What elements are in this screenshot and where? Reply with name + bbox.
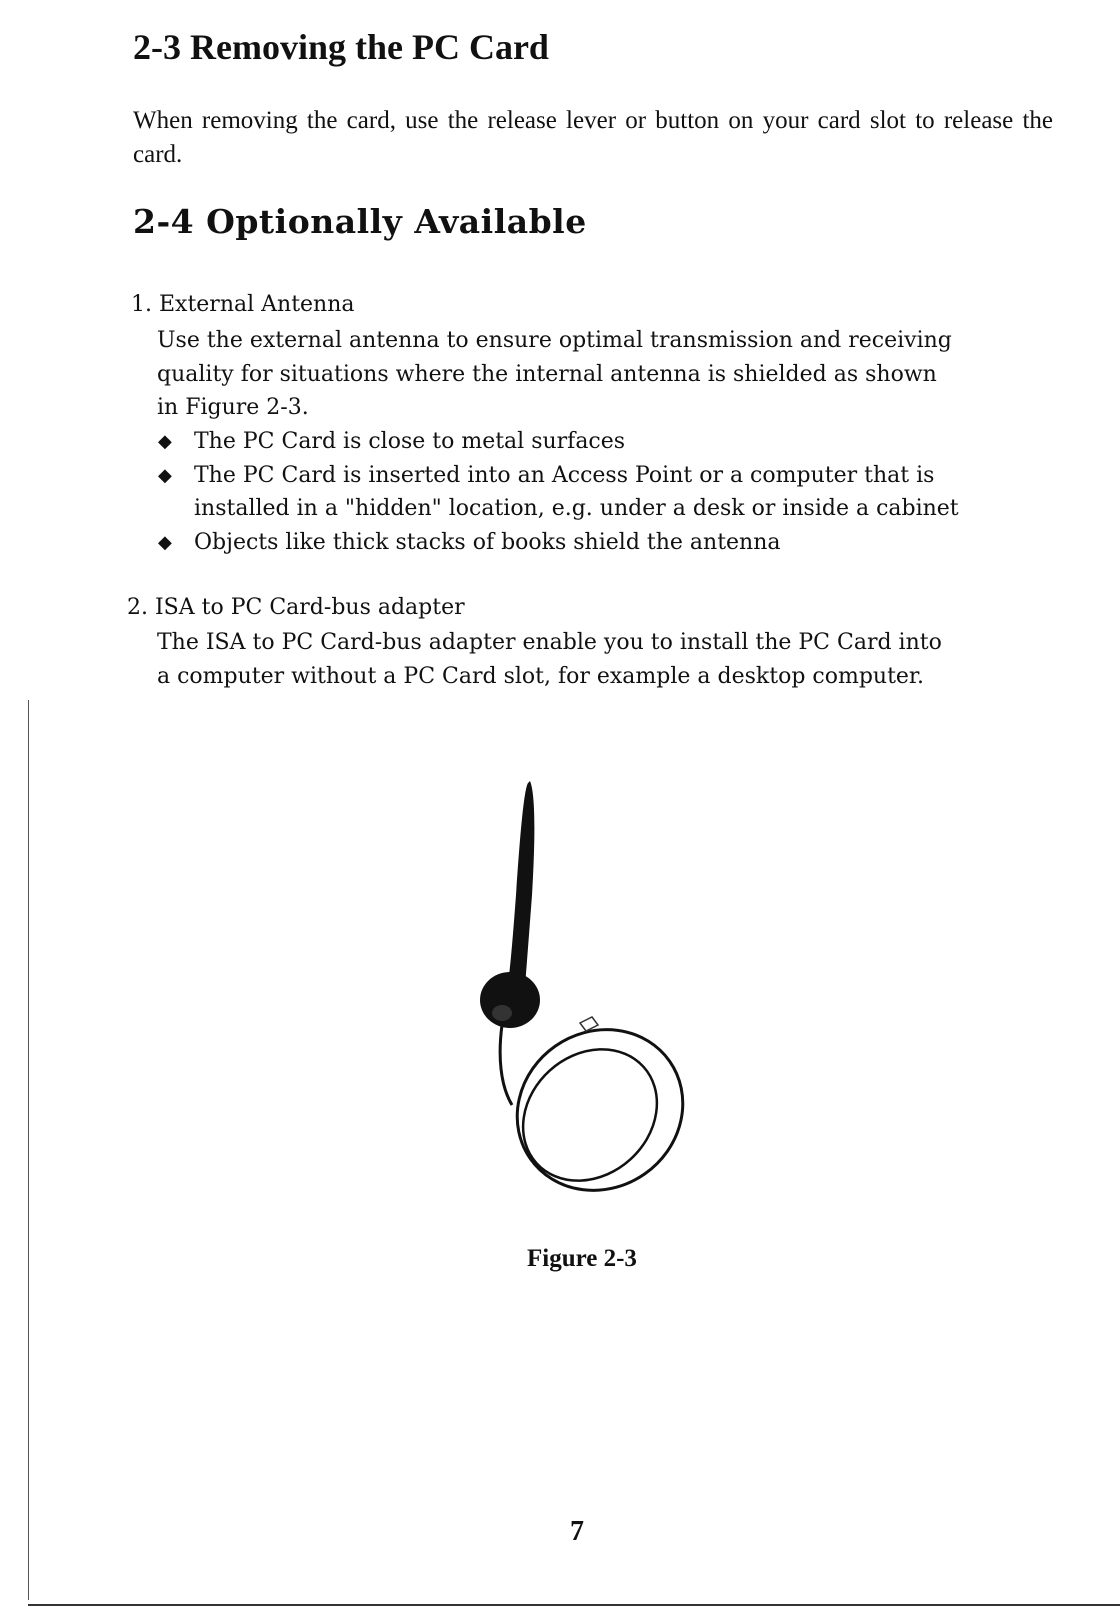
external-antenna-illustration [440,775,730,1215]
bullet-text: Objects like thick stacks of books shield the antenna [194,529,781,555]
text-line: The ISA to PC Card-bus adapter enable you to install the PC Card into [157,630,942,655]
text-line: Use the external antenna to ensure optimal transmission and receiving [157,328,952,353]
removing-instructions-paragraph: When removing the card, use the release lever or button on your card slot to release the card. [133,107,1053,168]
figure-caption: Figure 2-3 [527,1245,637,1272]
antenna-cable-loop-outer [486,997,715,1215]
text-line: a computer without a PC Card slot, for example a desktop computer. [157,663,925,689]
bullet-text: installed in a "hidden" location, e.g. under a desk or inside a cabinet [194,496,959,521]
text-line: in Figure 2-3. [157,395,309,420]
diamond-bullet-icon: ◆ [158,464,172,486]
page-number: 7 [570,1516,584,1547]
diamond-bullet-icon: ◆ [158,431,172,452]
isa-adapter-description [157,626,1057,693]
bullet-text: The PC Card is close to metal surfaces [194,429,626,454]
list-item-isa-adapter-title: 2. ISA to PC Card-bus adapter [127,595,465,620]
antenna-cable [500,1025,512,1105]
antenna-base-shadow [492,1005,512,1021]
antenna-base [480,972,540,1028]
antenna-rod [506,781,534,999]
shielding-conditions-list [158,425,1058,559]
diamond-bullet-icon: ◆ [158,531,172,553]
external-antenna-description [157,324,1057,425]
bullet-item [158,526,1058,560]
text-line: quality for situations where the internal antenna is shielded as shown [157,361,937,387]
bullet-text: The PC Card is inserted into an Access Point or a computer that is [194,462,935,488]
section-heading-removing-pc-card: 2-3 Removing the PC Card [133,27,549,67]
bullet-item [158,459,1058,526]
antenna-cable-loop-inner [496,1022,683,1208]
section-heading-optionally-available: 2-4 Optionally Available [133,202,587,241]
list-item-external-antenna-title: 1. External Antenna [131,292,355,317]
scan-bottom-line [28,1604,1120,1606]
scan-edge-line [28,700,29,1600]
bullet-item [158,425,1058,459]
